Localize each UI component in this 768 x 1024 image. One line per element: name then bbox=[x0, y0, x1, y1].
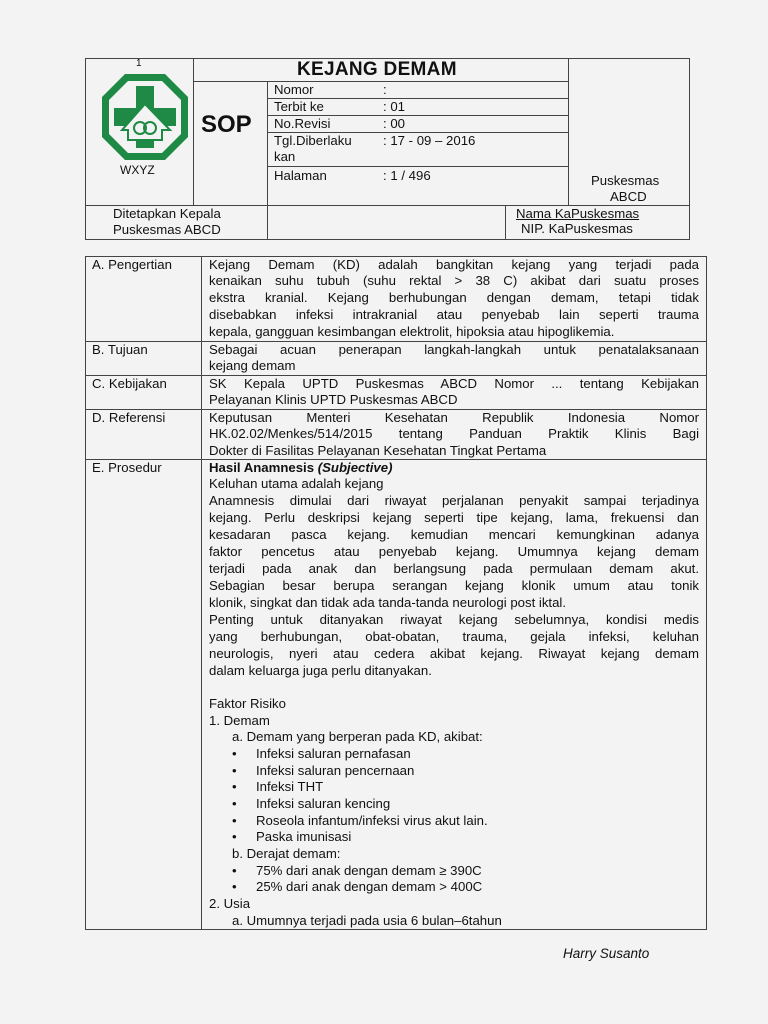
ditetapkan-line1: Ditetapkan Kepala bbox=[113, 206, 221, 221]
pengertian-line: kepala, gangguan kesimbangan elektrolit, hipoksia atau hipoglikemia. bbox=[209, 324, 615, 339]
header-border-right bbox=[689, 58, 690, 240]
pengertian-line: Kejang Demam (KD) adalah bangkitan kejang yang terjadi pada bbox=[209, 257, 699, 272]
bullet-icon: • bbox=[232, 863, 237, 878]
body-border-left bbox=[85, 256, 86, 930]
penting-line: Penting untuk ditanyakan riwayat kejang sebelumnya, kondisi medis bbox=[209, 612, 699, 627]
field-label-tgl: Tgl.Diberlaku bbox=[274, 133, 352, 148]
bullet-icon: • bbox=[232, 879, 237, 894]
bullet-icon: • bbox=[232, 796, 237, 811]
field-label-terbit: Terbit ke bbox=[274, 99, 324, 114]
bullet-icon: • bbox=[232, 746, 237, 761]
tujuan-line: Sebagai acuan penerapan langkah-langkah untuk penatalaksanaan bbox=[209, 342, 699, 357]
field-value-tgl: : 17 - 09 – 2016 bbox=[383, 133, 476, 148]
referensi-line: Keputusan Menteri Kesehatan Republik Indonesia Nomor bbox=[209, 410, 699, 425]
keluhan-line: Keluhan utama adalah kejang bbox=[209, 476, 384, 491]
body-border-right bbox=[706, 256, 707, 930]
author-name: Harry Susanto bbox=[563, 946, 650, 961]
kapuskesmas-name: Nama KaPuskesmas bbox=[516, 206, 640, 221]
bullet-item: Infeksi saluran kencing bbox=[256, 796, 391, 811]
pengertian-line: disebabkan infeksi intrakranial atau penyebab lain seperti trauma bbox=[209, 307, 699, 322]
label-pengertian: A. Pengertian bbox=[92, 257, 172, 272]
anamnesis-line: Anamnesis dimulai dari riwayat perjalanan penyakit sampai terjadinya bbox=[209, 493, 699, 508]
anamnesis-line: terjadi pada anak dan berlangsung pada permulaan demam akut. bbox=[209, 561, 699, 576]
bullet-icon: • bbox=[232, 829, 237, 844]
bullet-item: 25% dari anak dengan demam > 400C bbox=[256, 879, 483, 894]
bullet-item: Infeksi THT bbox=[256, 779, 324, 794]
prosedur-heading-text: Hasil Anamnesis bbox=[209, 460, 315, 475]
kebijakan-line: Pelayanan Klinis UPTD Puskesmas ABCD bbox=[209, 392, 458, 407]
field-label-halaman: Halaman bbox=[274, 168, 327, 183]
bullet-item: Infeksi saluran pencernaan bbox=[256, 763, 415, 778]
referensi-line: HK.02.02/Menkes/514/2015 tentang Panduan Praktik Klinis Bagi bbox=[209, 426, 699, 441]
puskesmas-name: Puskesmas bbox=[591, 173, 660, 188]
label-prosedur: E. Prosedur bbox=[92, 460, 162, 475]
document-title: KEJANG DEMAM bbox=[297, 59, 457, 80]
prosedur-heading-italic: (Subjective) bbox=[317, 460, 393, 475]
item-demam-b: b. Derajat demam: bbox=[232, 846, 341, 861]
field-value-revisi: : 00 bbox=[383, 116, 405, 131]
anamnesis-line: klonik, singkat dan tidak ada tanda-tanda neurologi post iktal. bbox=[209, 595, 567, 610]
item-usia-a: a. Umumnya terjadi pada usia 6 bulan–6tahun bbox=[232, 913, 502, 928]
bullet-item: 75% dari anak dengan demam ≥ 390C bbox=[256, 863, 482, 878]
anamnesis-line: Sebagian besar berupa serangan kejang klonik umum atau tonik bbox=[209, 578, 699, 593]
item-demam-a: a. Demam yang berperan pada KD, akibat: bbox=[232, 729, 483, 744]
header-col-sep-4 bbox=[505, 206, 506, 240]
tujuan-line: kejang demam bbox=[209, 358, 296, 373]
item-demam: 1. Demam bbox=[209, 713, 270, 728]
kebijakan-line: SK Kepala UPTD Puskesmas ABCD Nomor ... tentang Kebijakan bbox=[209, 376, 699, 391]
body-col-sep bbox=[201, 256, 202, 930]
field-line-4 bbox=[267, 166, 569, 167]
label-referensi: D. Referensi bbox=[92, 410, 166, 425]
penting-line: yang berhubungan, obat-obatan, trauma, gejala infeksi, keluhan bbox=[209, 629, 699, 644]
item-usia: 2. Usia bbox=[209, 896, 251, 911]
label-tujuan: B. Tujuan bbox=[92, 342, 148, 357]
bullet-item: Paska imunisasi bbox=[256, 829, 352, 844]
logo-label: WXYZ bbox=[120, 163, 155, 177]
header-border-left bbox=[85, 58, 86, 240]
puskesmas-logo-icon bbox=[100, 72, 190, 162]
title-underline bbox=[193, 81, 569, 82]
bullet-icon: • bbox=[232, 763, 237, 778]
bullet-item: Infeksi saluran pernafasan bbox=[256, 746, 411, 761]
bullet-icon: • bbox=[232, 779, 237, 794]
sop-sep bbox=[267, 82, 268, 205]
label-kebijakan: C. Kebijakan bbox=[92, 376, 167, 391]
anamnesis-line: faktor pencetus atau penyebab kejang. Umumnya kejang demam bbox=[209, 544, 699, 559]
ditetapkan-line2: Puskesmas ABCD bbox=[113, 222, 221, 237]
field-value-terbit: : 01 bbox=[383, 99, 405, 114]
logo-number: 1 bbox=[136, 58, 142, 69]
header-border-bottom bbox=[85, 239, 690, 240]
pengertian-line: ekstra kranial. Kejang berhubungan dengan demam, tetapi tidak bbox=[209, 290, 699, 305]
referensi-line: Dokter di Fasilitas Pelayanan Kesehatan Tingkat Pertama bbox=[209, 443, 547, 458]
sop-label: SOP bbox=[201, 111, 252, 138]
field-value-nomor: : bbox=[383, 82, 387, 97]
field-value-halaman: : 1 / 496 bbox=[383, 168, 431, 183]
header-col-sep-2 bbox=[267, 206, 268, 240]
penting-line: dalam keluarga juga perlu ditanyakan. bbox=[209, 663, 432, 678]
bullet-icon: • bbox=[232, 813, 237, 828]
field-label-revisi: No.Revisi bbox=[274, 116, 331, 131]
faktor-risiko-title: Faktor Risiko bbox=[209, 696, 286, 711]
kapuskesmas-nip: NIP. KaPuskesmas bbox=[521, 221, 633, 236]
puskesmas-name-2: ABCD bbox=[610, 189, 647, 204]
penting-line: neurologis, nyeri atau cedera akibat kejang. Riwayat kejang demam bbox=[209, 646, 699, 661]
anamnesis-line: kejang. Perlu deskripsi kejang seperti tipe kejang, lama, frekuensi dan bbox=[209, 510, 699, 525]
field-label-tgl-cont: kan bbox=[274, 149, 296, 164]
anamnesis-line: kesadaran pasca kejang. kemudian mencari kemungkinan adanya bbox=[209, 527, 699, 542]
prosedur-heading bbox=[209, 460, 392, 476]
field-label-nomor: Nomor bbox=[274, 82, 314, 97]
pengertian-line: kenaikan suhu tubuh (suhu rektal > 38 C) akibat dari suatu proses bbox=[209, 273, 699, 288]
bullet-item: Roseola infantum/infeksi virus akut lain. bbox=[256, 813, 488, 828]
